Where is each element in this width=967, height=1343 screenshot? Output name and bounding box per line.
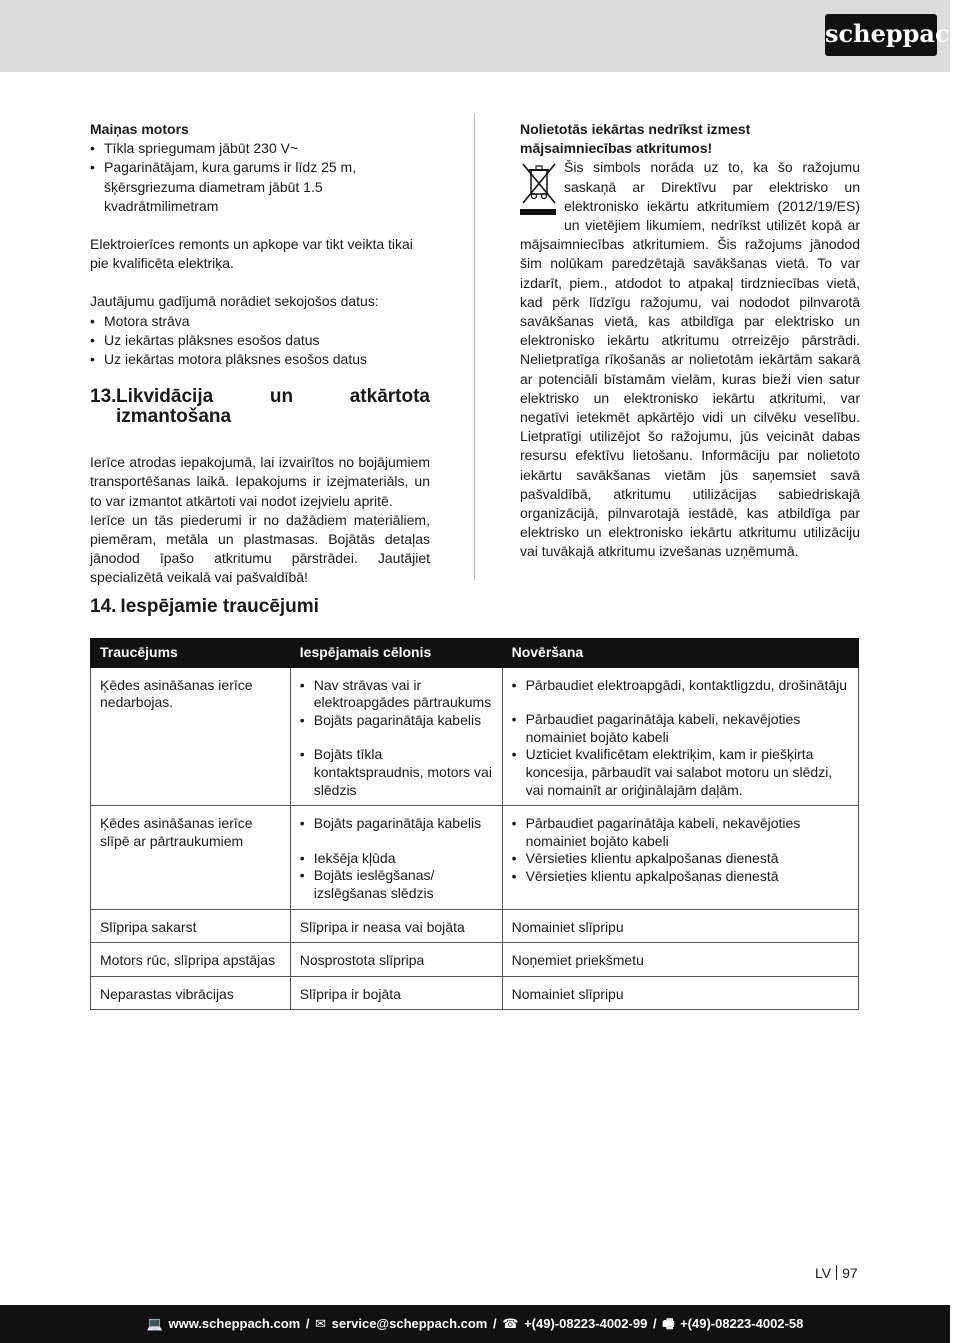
table-row bbox=[91, 667, 859, 806]
section-14-heading bbox=[90, 596, 319, 618]
mail-icon: ✉ bbox=[315, 1316, 326, 1331]
phone-number: +(49)-08223-4002-99 bbox=[524, 1316, 648, 1331]
questions-list bbox=[90, 312, 430, 370]
cause-cell bbox=[290, 806, 502, 909]
motor-heading: Maiņas motors bbox=[90, 121, 189, 137]
list-item: • Pārbaudiet elektroapgādi, kontaktligzdu, drošinātāju bbox=[512, 677, 849, 695]
language-code: LV bbox=[815, 1265, 832, 1281]
section-13-number: 13. bbox=[90, 386, 117, 408]
section-14-number: 14. bbox=[90, 596, 117, 617]
section-13-heading bbox=[90, 387, 430, 427]
crossed-out-bin-icon bbox=[520, 161, 558, 217]
list-item: • Uz iekārtas motora plāksnes esošos datus bbox=[90, 350, 430, 369]
section-13-paragraph: Ierīce un tās piederumi ir no dažādiem materiāliem, piemēram, metāla un plastmasas. Bojātās detaļas jānodod īpašo atkritumu pārstrādei. Jautājiet specializētā veikalā vai pašvaldībā! bbox=[90, 511, 430, 586]
column-header: Traucējums bbox=[91, 639, 291, 668]
table-header-row bbox=[91, 639, 859, 668]
disposal-text: Šis simbols norāda uz to, ka šo ražojumu saskaņā ar Direktīvu par elektrisko un elektronisko iekārtu atkritumiem (2012/19/ES) un vietējiem likumiem, nedrīkst utilizēt kopā ar mājsaimniecības atkritumiem. Šis ražojums jānodod šim nolūkam paredzētajā savākšanas vietā. To var izdarīt, piem., atdodot to atpakaļ tirdzniecības vietā, kad pērk līdzīgu ražojumu, vai nododot pilnvarotā savākšanas vietā, kas atbildīga par elektrisko un elektronisko iekārtu atkritumu otrreizējo pārstrādi. Nelietpratīga rīkošanās ar nolietotām iekārtām sakarā ar potenciāli bīstamām vielām, kuras bieži vien satur elektrisko un elektronisko iekārtu atkritumi, var negatīvi ietekmēt apkārtējo vidi un cilvēku veselību. Lietpratīgi utilizējot šo ražojumu, jūs veicināt dabas resursu efektīvu lietošanu. Informāciju par nolietoto iekārtu savākšanas vietām jūs saņemsiet savā pašvaldībā, atkritumu utilizācijas sabiedriskajā organizācijā, pilnvarotajā iestādē, kas atbildīga par elektrisko un elektronisko iekārtu atkritumu utilizāciju vai tuvākajā atkritumu izvešanas uzņēmumā. bbox=[520, 159, 860, 560]
separator: / bbox=[493, 1316, 497, 1331]
repair-text: Elektroierīces remonts un apkope var tikt veikta tikai pie kvalificēta elektriķa. bbox=[90, 236, 413, 272]
footer-bar bbox=[0, 1305, 950, 1343]
list-item: • Tīkla spriegumam jābūt 230 V~ bbox=[90, 139, 430, 158]
cause-cell: Nosprostota slīpripa bbox=[290, 943, 502, 977]
fault-cell: Ķēdes asināšanas ierīce nedarbojas. bbox=[91, 667, 291, 806]
right-column bbox=[520, 120, 860, 562]
table-row bbox=[91, 806, 859, 909]
fax-number: +(49)-08223-4002-58 bbox=[680, 1316, 804, 1331]
list-item: • Motora strāva bbox=[90, 312, 430, 331]
fix-cell: Nomainiet slīpripu bbox=[502, 909, 858, 943]
scheppach-logo: scheppach bbox=[825, 14, 937, 56]
separator: / bbox=[305, 1316, 310, 1331]
list-item: • Bojāts ieslēgšanas/ izslēgšanas slēdzis bbox=[300, 867, 493, 902]
page-number-value: 97 bbox=[842, 1265, 858, 1281]
section-13-paragraph: Ierīce atrodas iepakojumā, lai izvairītos no bojājumiem transportēšanas laikā. Iepakojums ir izejmateriāls, un to var izmantot atkārtoti vai nodot izejvielu apritē. bbox=[90, 454, 430, 509]
phone-icon: ☎ bbox=[502, 1316, 519, 1331]
disposal-text-block bbox=[520, 158, 860, 561]
list-item: • Uzticiet kvalificētam elektriķim, kam ir piešķirta koncesija, pārbaudīt vai salabot motoru un slēdzi, vai nomainīt ar oriģinālajām daļām. bbox=[512, 746, 849, 799]
list-item: • Pagarinātājam, kura garums ir līdz 25 m, šķērsgriezuma diametram jābūt 1.5 kvadrātmilimetram bbox=[90, 158, 430, 216]
table-row bbox=[91, 976, 859, 1010]
list-item: • Bojāts pagarinātāja kabelis bbox=[300, 712, 493, 730]
list-item: • Bojāts tīkla kontaktspraudnis, motors vai slēdzis bbox=[300, 746, 493, 799]
list-item: • Iekšēja kļūda bbox=[300, 850, 493, 868]
fix-cell: Noņemiet priekšmetu bbox=[502, 943, 858, 977]
email-link[interactable]: service@scheppach.com bbox=[331, 1316, 488, 1331]
website-link[interactable]: www.scheppach.com bbox=[168, 1316, 301, 1331]
list-item: • Uz iekārtas plāksnes esošos datus bbox=[90, 331, 430, 350]
page-number bbox=[815, 1265, 858, 1281]
left-column bbox=[90, 120, 430, 588]
table-row bbox=[91, 909, 859, 943]
disposal-warning-heading: Nolietotās iekārtas nedrīkst izmest mājsaimniecības atkritumos! bbox=[520, 121, 751, 157]
list-item: • Pārbaudiet pagarinātāja kabeli, nekavējoties nomainiet bojāto kabeli bbox=[512, 815, 849, 850]
cause-cell: Slīpripa ir neasa vai bojāta bbox=[290, 909, 502, 943]
fix-cell bbox=[502, 806, 858, 909]
list-item: • Vērsieties klientu apkalpošanas dienestā bbox=[512, 850, 849, 868]
list-item: • Bojāts pagarinātāja kabelis bbox=[300, 815, 493, 833]
table-row bbox=[91, 943, 859, 977]
troubleshooting-table bbox=[90, 638, 859, 1010]
motor-list bbox=[90, 139, 430, 216]
questions-intro: Jautājumu gadījumā norādiet sekojošos datus: bbox=[90, 293, 379, 310]
fault-cell: Neparastas vibrācijas bbox=[91, 976, 291, 1010]
separator: / bbox=[652, 1316, 657, 1331]
fax-icon: 🖷 bbox=[662, 1316, 675, 1331]
column-header: Novēršana bbox=[502, 639, 858, 668]
list-item: • Nav strāvas vai ir elektroapgādes pārtraukums bbox=[300, 677, 493, 712]
fix-cell bbox=[502, 667, 858, 806]
fix-cell: Nomainiet slīpripu bbox=[502, 976, 858, 1010]
fault-cell: Motors rūc, slīpripa apstājas bbox=[91, 943, 291, 977]
fault-cell: Slīpripa sakarst bbox=[91, 909, 291, 943]
header-band bbox=[0, 0, 950, 72]
column-divider bbox=[474, 113, 475, 581]
section-14-title: Iespējamie traucējumi bbox=[120, 596, 319, 617]
computer-icon: 💻 bbox=[146, 1316, 163, 1331]
list-item: • Vērsieties klientu apkalpošanas dienestā bbox=[512, 868, 849, 886]
list-item: • Pārbaudiet pagarinātāja kabeli, nekavējoties nomainiet bojāto kabeli bbox=[512, 711, 849, 746]
cause-cell bbox=[290, 667, 502, 806]
column-header: Iespējamais cēlonis bbox=[290, 639, 502, 668]
section-13-title: Likvidācija un atkārtota izmantošana bbox=[116, 386, 430, 428]
fault-cell: Ķēdes asināšanas ierīce slīpē ar pārtraukumiem bbox=[91, 806, 291, 909]
cause-cell: Slīpripa ir bojāta bbox=[290, 976, 502, 1010]
